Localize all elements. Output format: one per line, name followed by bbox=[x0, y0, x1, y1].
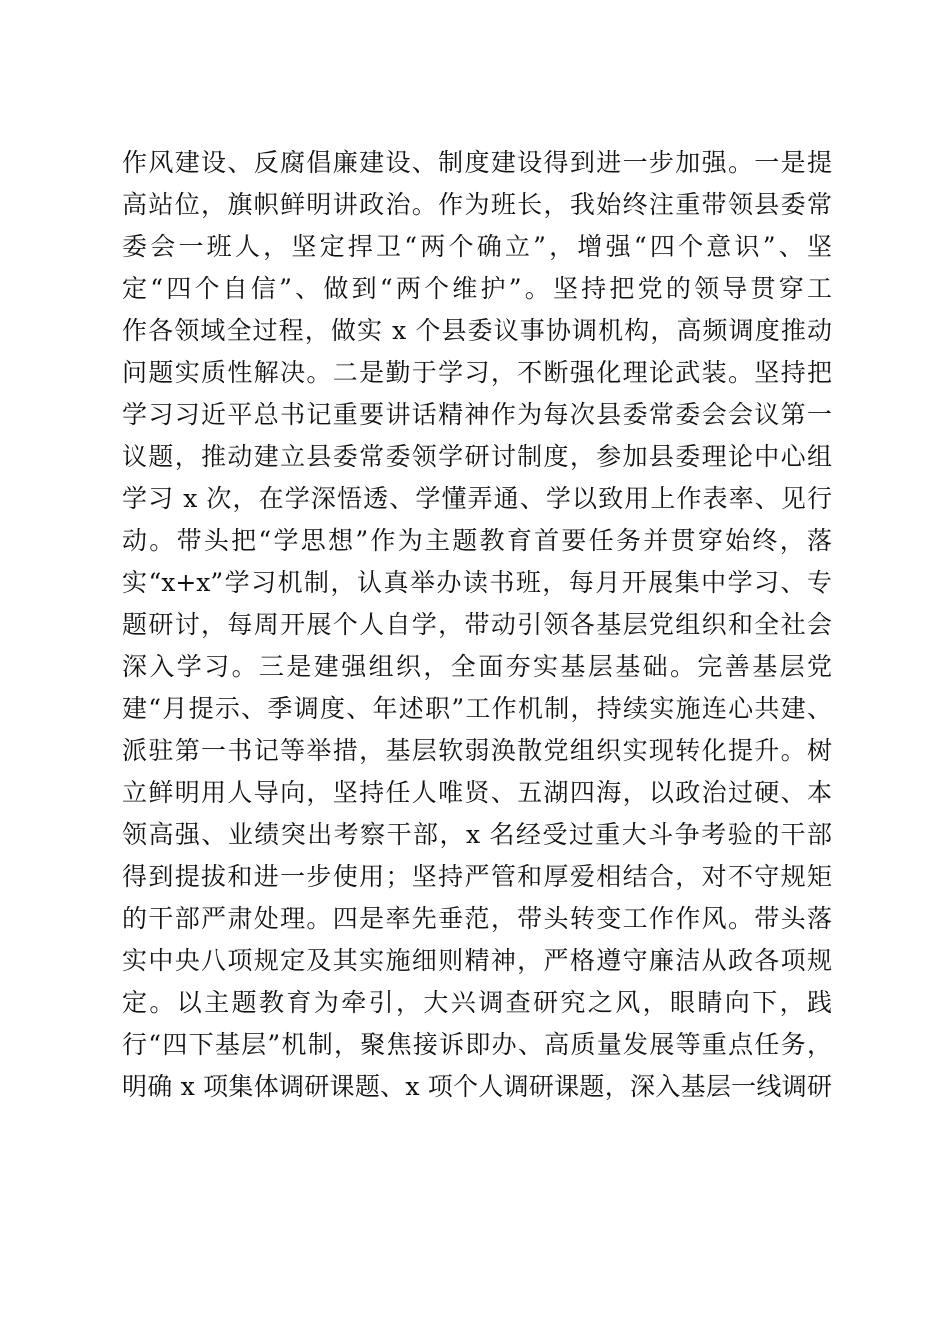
text-line: 定。以主题教育为牵引，大兴调查研究之风，眼睛向下，践 bbox=[122, 988, 832, 1017]
text-line: 议题，推动建立县委常委领学研讨制度，参加县委理论中心组 bbox=[122, 442, 832, 471]
text-line: 问题实质性解决。二是勤于学习，不断强化理论武装。坚持把 bbox=[122, 358, 832, 387]
text-line: 题研讨，每周开展个人自学，带动引领各基层党组织和全社会 bbox=[122, 610, 832, 639]
text-line: 建“月提示、季调度、年述职”工作机制，持续实施连心共建、 bbox=[122, 694, 832, 723]
text-line: 高站位，旗帜鲜明讲政治。作为班长，我始终注重带领县委常 bbox=[122, 190, 832, 219]
text-line: 行“四下基层”机制，聚焦接诉即办、高质量发展等重点任务， bbox=[122, 1030, 832, 1059]
text-line: 派驻第一书记等举措，基层软弱涣散党组织实现转化提升。树 bbox=[122, 736, 832, 765]
text-line: 领高强、业绩突出考察干部，x 名经受过重大斗争考验的干部 bbox=[122, 820, 832, 849]
text-line: 明确 x 项集体调研课题、x 项个人调研课题，深入基层一线调研 bbox=[122, 1072, 832, 1101]
text-line: 动。带头把“学思想”作为主题教育首要任务并贯穿始终，落 bbox=[122, 526, 832, 555]
text-line: 实中央八项规定及其实施细则精神，严格遵守廉洁从政各项规 bbox=[122, 946, 832, 975]
text-line: 作各领域全过程，做实 x 个县委议事协调机构，高频调度推动 bbox=[122, 316, 832, 345]
text-line: 得到提拔和进一步使用；坚持严管和厚爱相结合，对不守规矩 bbox=[122, 862, 832, 891]
text-line: 深入学习。三是建强组织，全面夯实基层基础。完善基层党 bbox=[122, 652, 832, 681]
text-line: 定“四个自信”、做到“两个维护”。坚持把党的领导贯穿工 bbox=[122, 274, 832, 303]
text-line: 实“x+x”学习机制，认真举办读书班，每月开展集中学习、专 bbox=[122, 568, 832, 597]
text-line: 委会一班人，坚定捍卫“两个确立”，增强“四个意识”、坚 bbox=[122, 232, 832, 261]
text-line: 作风建设、反腐倡廉建设、制度建设得到进一步加强。一是提 bbox=[122, 148, 832, 177]
text-line: 立鲜明用人导向，坚持任人唯贤、五湖四海，以政治过硬、本 bbox=[122, 778, 832, 807]
text-line: 的干部严肃处理。四是率先垂范，带头转变工作作风。带头落 bbox=[122, 904, 832, 933]
body-text bbox=[122, 142, 832, 1108]
text-line: 学习 x 次，在学深悟透、学懂弄通、学以致用上作表率、见行 bbox=[122, 484, 832, 513]
text-line: 学习习近平总书记重要讲话精神作为每次县委常委会会议第一 bbox=[122, 400, 832, 429]
